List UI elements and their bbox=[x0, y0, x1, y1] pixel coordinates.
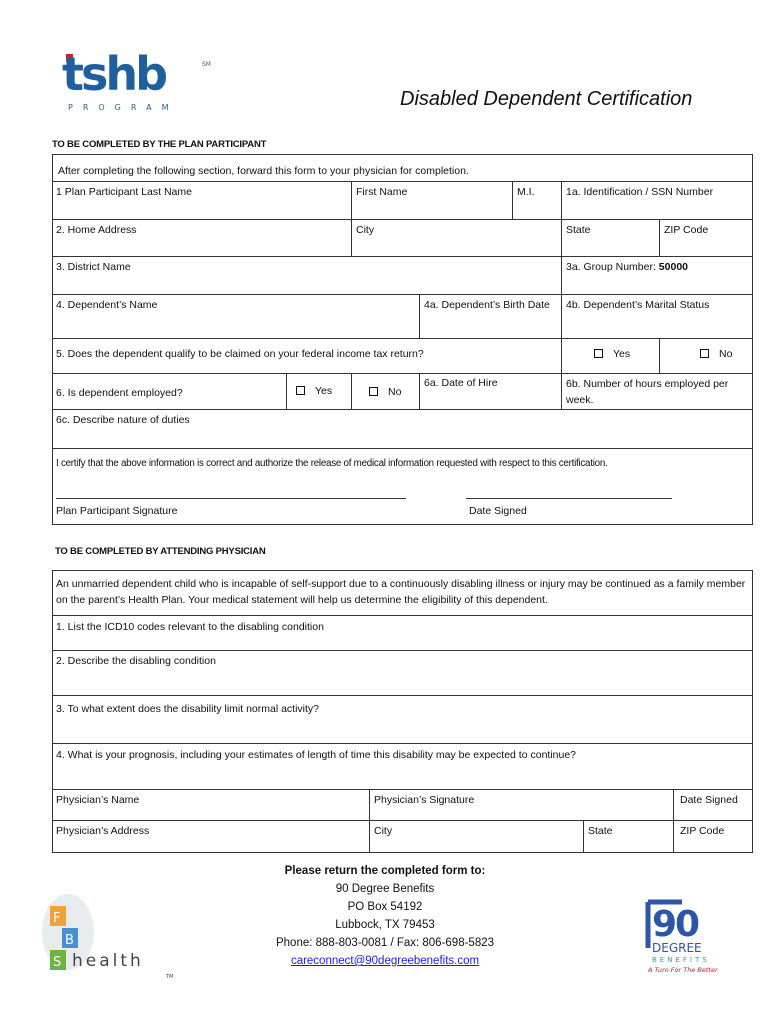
physician-section-heading: TO BE COMPLETED BY ATTENDING PHYSICIAN bbox=[55, 546, 266, 557]
return-heading: Please return the completed form to: bbox=[284, 865, 486, 877]
email-link[interactable]: careconnect@90degreebenefits.com bbox=[290, 955, 480, 967]
q6-no-checkbox[interactable] bbox=[369, 387, 378, 396]
certification-statement: I certify that the above information is correct and authorize the release of medical information requested with respect to this certification. bbox=[56, 458, 608, 469]
first-name-field[interactable]: First Name bbox=[356, 186, 408, 198]
fbs-health-logo bbox=[40, 892, 190, 982]
q5-yes-label: Yes bbox=[613, 348, 631, 360]
participant-form bbox=[52, 154, 753, 525]
ninety-benefits-word: BENEFITS bbox=[652, 956, 710, 964]
q5-no-checkbox[interactable] bbox=[700, 349, 709, 358]
dependent-birth-date-field[interactable]: 4a. Dependent’s Birth Date bbox=[424, 299, 550, 311]
return-phone-fax: Phone: 888-803-0081 / Fax: 806-698-5823 bbox=[275, 937, 495, 949]
physician-zip-field[interactable]: ZIP Code bbox=[680, 825, 725, 837]
physician-form bbox=[52, 570, 753, 853]
group-number-label: 3a. Group Number: bbox=[566, 261, 659, 273]
tshb-logo bbox=[62, 50, 212, 114]
q6-yes-option[interactable] bbox=[293, 382, 332, 397]
middle-initial-field[interactable]: M.I. bbox=[517, 186, 535, 198]
document-title: Disabled Dependent Certification bbox=[400, 88, 693, 110]
return-po-box: PO Box 54192 bbox=[347, 901, 423, 913]
return-city-state: Lubbock, TX 79453 bbox=[335, 919, 435, 931]
ssn-field[interactable]: 1a. Identification / SSN Number bbox=[566, 186, 714, 198]
fbs-letter-s: S bbox=[53, 955, 62, 970]
participant-signature-label: Plan Participant Signature bbox=[56, 505, 178, 517]
logo-wordmark: tshb bbox=[62, 50, 166, 101]
ninety-tagline: A Turn For The Better bbox=[648, 966, 718, 974]
physician-name-field[interactable]: Physician’s Name bbox=[56, 794, 140, 806]
physician-date-field[interactable]: Date Signed bbox=[680, 794, 738, 806]
participant-section-heading: TO BE COMPLETED BY THE PLAN PARTICIPANT bbox=[52, 139, 267, 150]
participant-intro: After completing the following section, forward this form to your physician for completion. bbox=[58, 165, 469, 177]
q5-yes-checkbox[interactable] bbox=[594, 349, 603, 358]
city-field[interactable]: City bbox=[356, 224, 375, 236]
dependent-name-field[interactable]: 4. Dependent’s Name bbox=[56, 299, 158, 311]
ninety-degree-word: DEGREE bbox=[652, 941, 702, 955]
participant-date-label: Date Signed bbox=[469, 505, 527, 517]
ninety-degree-logo bbox=[642, 896, 742, 976]
marital-status-field[interactable]: 4b. Dependent’s Marital Status bbox=[566, 299, 710, 311]
group-number-field bbox=[563, 258, 751, 294]
q6-no-label: No bbox=[388, 386, 402, 398]
prognosis-field[interactable]: 4. What is your prognosis, including your estimates of length of time this disability may be expected to continue? bbox=[56, 749, 577, 761]
ninety-number: 90 bbox=[652, 904, 699, 945]
district-name-field[interactable]: 3. District Name bbox=[56, 261, 131, 273]
hours-employed-field[interactable]: 6b. Number of hours employed per week. bbox=[566, 378, 729, 406]
physician-intro: An unmarried dependent child who is incapable of self-support due to a continuously disabling illness or injury may be continued as a family member on the parent’s Health Plan. Your medical statement will help us determine the eligibility of this dependent. bbox=[56, 578, 746, 606]
q5-label: 5. Does the dependent qualify to be claimed on your federal income tax return? bbox=[56, 348, 424, 360]
physician-signature-field[interactable]: Physician’s Signature bbox=[374, 794, 475, 806]
physician-city-field[interactable]: City bbox=[374, 825, 393, 837]
participant-date-line[interactable] bbox=[466, 498, 672, 499]
fbs-letter-b: B bbox=[65, 933, 74, 948]
home-address-field[interactable]: 2. Home Address bbox=[56, 224, 137, 236]
q5-no-option[interactable] bbox=[697, 345, 732, 360]
q6-yes-label: Yes bbox=[315, 385, 333, 397]
q6-no-option[interactable] bbox=[366, 383, 401, 398]
fbs-health-word: health bbox=[72, 951, 144, 971]
q6-label: 6. Is dependent employed? bbox=[56, 387, 183, 399]
state-field[interactable]: State bbox=[566, 224, 591, 236]
duties-field[interactable]: 6c. Describe nature of duties bbox=[56, 414, 190, 426]
fbs-letter-f: F bbox=[53, 911, 61, 926]
physician-address-field[interactable]: Physician’s Address bbox=[56, 825, 150, 837]
physician-state-field[interactable]: State bbox=[588, 825, 613, 837]
zip-field[interactable]: ZIP Code bbox=[664, 224, 709, 236]
hire-date-field[interactable]: 6a. Date of Hire bbox=[424, 377, 498, 389]
icd10-codes-field[interactable]: 1. List the ICD10 codes relevant to the disabling condition bbox=[56, 621, 324, 633]
activity-limit-field[interactable]: 3. To what extent does the disability limit normal activity? bbox=[56, 703, 320, 715]
q5-yes-option[interactable] bbox=[591, 345, 630, 360]
q6-yes-checkbox[interactable] bbox=[296, 386, 305, 395]
logo-sm: SM bbox=[202, 61, 211, 68]
fbs-tm: TM bbox=[166, 974, 174, 980]
logo-subtext: PROGRAM bbox=[68, 103, 179, 112]
last-name-field[interactable]: 1 Plan Participant Last Name bbox=[56, 186, 192, 198]
disabling-condition-field[interactable]: 2. Describe the disabling condition bbox=[56, 655, 216, 667]
return-company: 90 Degree Benefits bbox=[335, 883, 435, 895]
q5-no-label: No bbox=[719, 348, 733, 360]
participant-signature-line[interactable] bbox=[56, 498, 406, 499]
group-number-value: 50000 bbox=[658, 261, 688, 273]
